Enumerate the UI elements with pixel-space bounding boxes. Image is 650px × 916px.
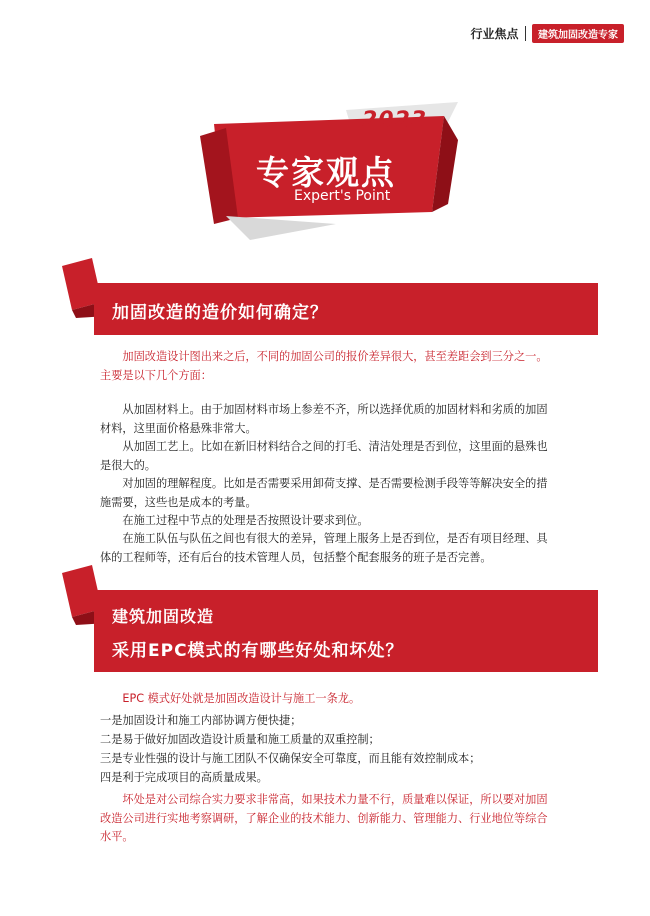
list-item: 三是专业性强的设计与施工团队不仅确保安全可靠度，而且能有效控制成本； [100,752,481,765]
section2-heading-line2: 采用EPC模式的有哪些好处和坏处？ [112,641,404,661]
section1-paragraph: 在施工队伍与队伍之间也有很大的差异，管理上服务上是否到位，是否有项目经理、具体的工程师等，还有后台的技术管理人员，包括整个配套服务的班子是否完善。 [100,532,548,564]
section1-heading: 加固改造的造价如何确定？ [112,303,328,323]
column-tag: 建筑加固改造专家 [532,24,624,43]
banner-year: 2023 [362,108,428,133]
section1-paragraph: 对加固的理解程度。比如是否需要采用卸荷支撑、是否需要检测手段等等解决安全的措施需要，这些也是成本的考量。 [100,477,548,509]
section-label: 行业焦点 [470,27,519,41]
banner-subtitle: Expert's Point [294,188,391,204]
section2-intro: EPC 模式好处就是加固改造设计与施工一条龙。 [122,692,361,705]
section1-paragraph: 从加固工艺上。比如在新旧材料结合之间的打毛、清洁处理是否到位，这里面的悬殊也是很大的。 [100,440,548,472]
section1-intro: 加固改造设计图出来之后，不同的加固公司的报价差异很大，甚至差距会到三分之一。主要是以下几个方面： [100,350,548,382]
section2-closing: 坏处是对公司综合实力要求非常高，如果技术力量不行，质量难以保证，所以要对加固改造公司进行实地考察调研，了解企业的技术能力、创新能力、管理能力、行业地位等综合水平。 [100,793,548,843]
header-divider [525,26,527,41]
page-header [470,24,624,43]
section2-heading-bar [94,590,598,672]
list-item: 四是利于完成项目的高质量成果。 [100,771,268,784]
expert-point-banner [196,100,476,240]
list-item: 二是易于做好加固改造设计质量和施工质量的双重控制； [100,733,380,746]
list-item: 一是加固设计和施工内部协调方便快捷； [100,714,302,727]
section1-paragraph: 在施工过程中节点的处理是否按照设计要求到位。 [122,514,369,527]
banner-title: 专家观点 [256,153,396,192]
section1-paragraph: 从加固材料上。由于加固材料市场上参差不齐，所以选择优质的加固材料和劣质的加固材料，这里面价格悬殊非常大。 [100,403,548,435]
section2-heading-line1: 建筑加固改造 [112,607,215,626]
section1-heading-bar [94,283,598,335]
